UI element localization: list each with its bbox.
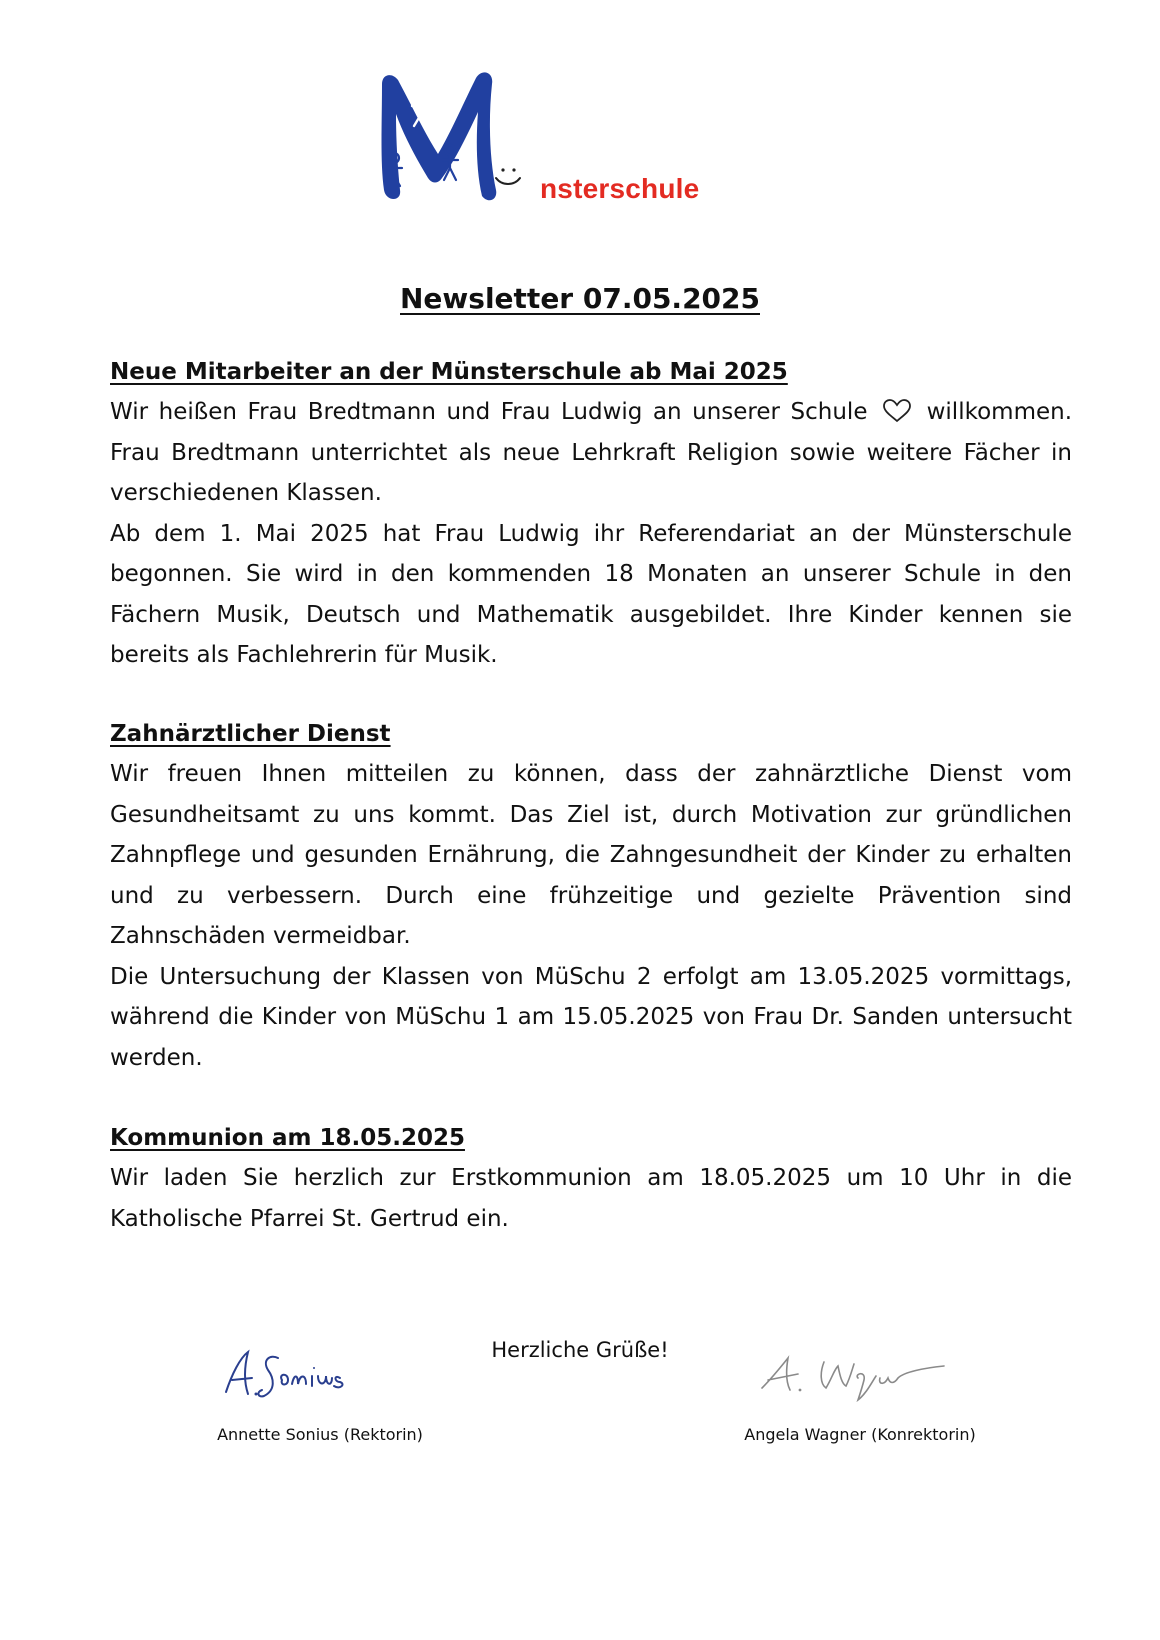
logo-initial-m bbox=[382, 72, 497, 200]
signature-name-rektorin: Annette Sonius (Rektorin) bbox=[217, 1425, 423, 1444]
section-heading: Zahnärztlicher Dienst bbox=[110, 721, 391, 747]
section-paragraph: Wir freuen Ihnen mitteilen zu können, dass der zahnärztliche Dienst vom Gesundheitsamt zu uns kommt. Das Ziel ist, durch Motivation zur gründlichen Zahnpflege und gesunden Ernährung, die Zahngesundheit der Kinder zu erhalten und zu verbessern. Durch eine frühzeitige und gezielte Prävention sind Zahnschäden vermeidbar. bbox=[110, 761, 1072, 949]
paragraph-text: willkommen. Frau Bredtmann unterrichtet als neue Lehrkraft Religion sowie weitere Fächer in verschiedenen Klassen. bbox=[110, 399, 1073, 506]
section-heading: Kommunion am 18.05.2025 bbox=[110, 1125, 465, 1151]
heart-outline-icon bbox=[882, 399, 912, 423]
newsletter-title: Newsletter 07.05.2025 bbox=[400, 282, 760, 315]
section-heading: Neue Mitarbeiter an der Münsterschule ab Mai 2025 bbox=[110, 359, 788, 385]
section-new-staff bbox=[110, 352, 1072, 676]
signature-sonius bbox=[222, 1344, 372, 1404]
closing-greeting: Herzliche Grüße! bbox=[491, 1338, 669, 1362]
section-dental-service bbox=[110, 714, 1072, 1078]
section-paragraph bbox=[110, 392, 1072, 514]
signature-name-konrektorin: Angela Wagner (Konrektorin) bbox=[744, 1425, 976, 1444]
logo-wordmark: nsterschule bbox=[540, 173, 700, 204]
section-paragraph: Die Untersuchung der Klassen von MüSchu 2 erfolgt am 13.05.2025 vormittags, während die Kinder von MüSchu 1 am 15.05.2025 von Frau Dr. Sanden untersucht werden. bbox=[110, 963, 1072, 1071]
signature-wagner bbox=[754, 1348, 964, 1408]
section-paragraph: Wir laden Sie herzlich zur Erstkommunion am 18.05.2025 um 10 Uhr in die Katholische Pfarrei St. Gertrud ein. bbox=[110, 1165, 1072, 1232]
section-paragraph: Ab dem 1. Mai 2025 hat Frau Ludwig ihr Referendariat an der Münsterschule begonnen. Sie wird in den kommenden 18 Monaten an unserer Schule in den Fächern Musik, Deutsch und Mathematik ausgebildet. Ihre Kinder kennen sie bereits als Fachlehrerin für Musik. bbox=[110, 520, 1072, 668]
paragraph-text: Wir heißen Frau Bredtmann und Frau Ludwig an unserer Schule bbox=[110, 399, 868, 425]
section-communion bbox=[110, 1118, 1072, 1239]
school-logo bbox=[372, 66, 732, 216]
